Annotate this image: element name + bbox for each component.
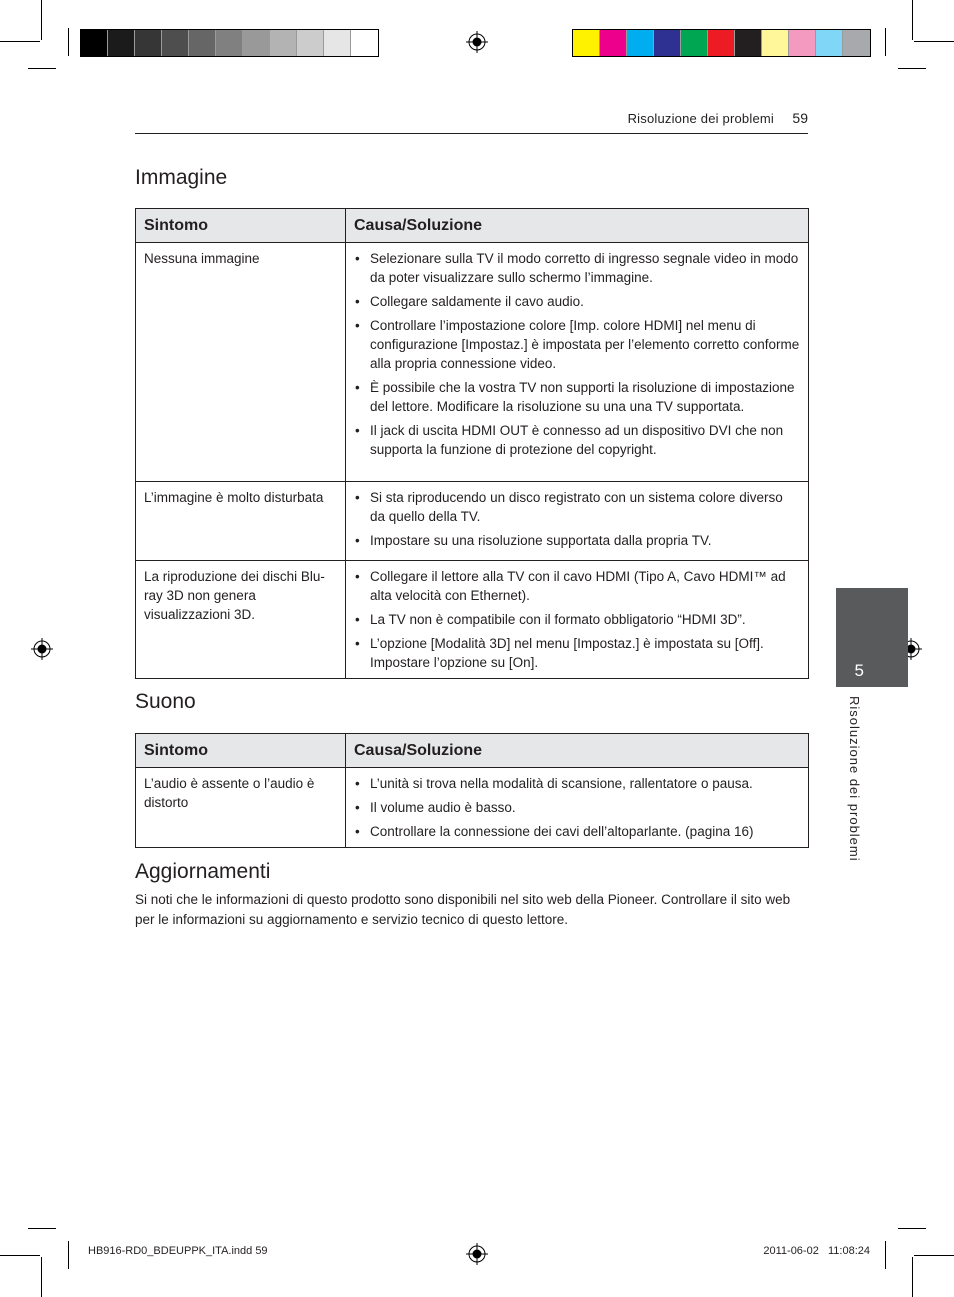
color-swatch (681, 30, 708, 56)
section-heading-aggiornamenti: Aggiornamenti (135, 860, 271, 883)
slug-filename: HB916-RD0_BDEUPPK_ITA.indd 59 (88, 1245, 268, 1257)
color-swatch (573, 30, 600, 56)
cause-item: • Collegare saldamente il cavo audio. (354, 292, 800, 311)
suono-table (135, 733, 809, 848)
symptom-cell: L’immagine è molto disturbata (136, 482, 346, 561)
cause-item: • Collegare il lettore alla TV con il cavo HDMI (Tipo A, Cavo HDMI™ ad alta velocità con Ethernet). (354, 567, 800, 605)
crop-mark (914, 1255, 954, 1256)
cause-cell (346, 243, 809, 482)
table-row (136, 482, 809, 561)
table-row (136, 243, 809, 482)
color-swatch (270, 30, 297, 56)
section-heading-immagine: Immagine (135, 166, 228, 189)
crop-mark (68, 1241, 69, 1269)
crop-mark (41, 0, 42, 40)
immagine-table (135, 208, 809, 679)
cause-item: • Si sta riproducendo un disco registrato con un sistema colore diverso da quello della TV. (354, 488, 800, 526)
color-swatch (189, 30, 216, 56)
color-swatch (627, 30, 654, 56)
slug-datetime: 2011-06-02 11:08:24 (763, 1245, 870, 1257)
table-row (136, 561, 809, 679)
chapter-tab (836, 588, 908, 687)
crop-mark (898, 68, 926, 69)
column-header-cause: Causa/Soluzione (346, 734, 809, 768)
color-swatch (351, 30, 378, 56)
header-section-title: Risoluzione dei problemi (627, 111, 774, 126)
registration-mark-icon (31, 638, 53, 660)
section-heading-suono: Suono (135, 690, 196, 713)
crop-mark (68, 28, 69, 56)
process-color-bar (572, 29, 871, 57)
symptom-cell: Nessuna immagine (136, 243, 346, 482)
cause-item: • Controllare la connessione dei cavi dell’altoparlante. (pagina 16) (354, 822, 800, 841)
cause-item: • Selezionare sulla TV il modo corretto di ingresso segnale video in modo da poter visualizzare sullo schermo l’immagine. (354, 249, 800, 287)
registration-mark-icon (466, 1243, 488, 1265)
cause-cell (346, 768, 809, 848)
chapter-tab-label: Risoluzione dei problemi (847, 696, 862, 862)
column-header-symptom: Sintomo (136, 734, 346, 768)
chapter-number: 5 (854, 661, 864, 680)
running-header (135, 111, 808, 134)
crop-mark (0, 41, 40, 42)
crop-mark (0, 1255, 40, 1256)
color-swatch (162, 30, 189, 56)
crop-mark (912, 1257, 913, 1297)
aggiornamenti-paragraph: Si noti che le informazioni di questo prodotto sono disponibili nel sito web della Pioneer. Controllare il sito web per le informazioni su aggiornamento e servizio tecnico di questo lettore. (135, 892, 791, 927)
cause-item: • Controllare l’impostazione colore [Imp. colore HDMI] nel menu di configurazione [Impostaz.] è impostata per l’elemento corretto conforme alla propria connessione video. (354, 316, 800, 373)
crop-mark (898, 1228, 926, 1229)
color-swatch (216, 30, 243, 56)
grayscale-color-bar (80, 29, 379, 57)
color-swatch (654, 30, 681, 56)
cause-cell (346, 482, 809, 561)
crop-mark (28, 68, 56, 69)
cause-item: • Il volume audio è basso. (354, 798, 800, 817)
color-swatch (843, 30, 870, 56)
crop-mark (885, 28, 886, 56)
table-row (136, 768, 809, 848)
crop-mark (914, 41, 954, 42)
cause-item: • L’opzione [Modalità 3D] nel menu [Impostaz.] è impostata su [Off]. Impostare l’opzione su [On]. (354, 634, 800, 672)
column-header-symptom: Sintomo (136, 209, 346, 243)
color-swatch (708, 30, 735, 56)
cause-item: • La TV non è compatibile con il formato obbligatorio “HDMI 3D”. (354, 610, 800, 629)
crop-mark (41, 1257, 42, 1297)
cause-item: • È possibile che la vostra TV non supporti la risoluzione di impostazione del lettore. Modificare la risoluzione su una una TV supportata. (354, 378, 800, 416)
crop-mark (885, 1241, 886, 1269)
color-swatch (816, 30, 843, 56)
crop-mark (912, 0, 913, 40)
color-swatch (762, 30, 789, 56)
page-number: 59 (792, 110, 808, 126)
cause-item: • Impostare su una risoluzione supportata dalla propria TV. (354, 531, 800, 550)
cause-cell (346, 561, 809, 679)
color-swatch (789, 30, 816, 56)
symptom-cell: La riproduzione dei dischi Blu-ray 3D non genera visualizzazioni 3D. (136, 561, 346, 679)
color-swatch (324, 30, 351, 56)
crop-mark (28, 1228, 56, 1229)
color-swatch (735, 30, 762, 56)
color-swatch (108, 30, 135, 56)
cause-item: • Il jack di uscita HDMI OUT è connesso ad un dispositivo DVI che non supporta la funzione di protezione del copyright. (354, 421, 800, 459)
symptom-cell: L’audio è assente o l’audio è distorto (136, 768, 346, 848)
color-swatch (135, 30, 162, 56)
color-swatch (243, 30, 270, 56)
color-swatch (81, 30, 108, 56)
color-swatch (600, 30, 627, 56)
color-swatch (297, 30, 324, 56)
column-header-cause: Causa/Soluzione (346, 209, 809, 243)
cause-item: • L’unità si trova nella modalità di scansione, rallentatore o pausa. (354, 774, 800, 793)
registration-mark-icon (466, 31, 488, 53)
